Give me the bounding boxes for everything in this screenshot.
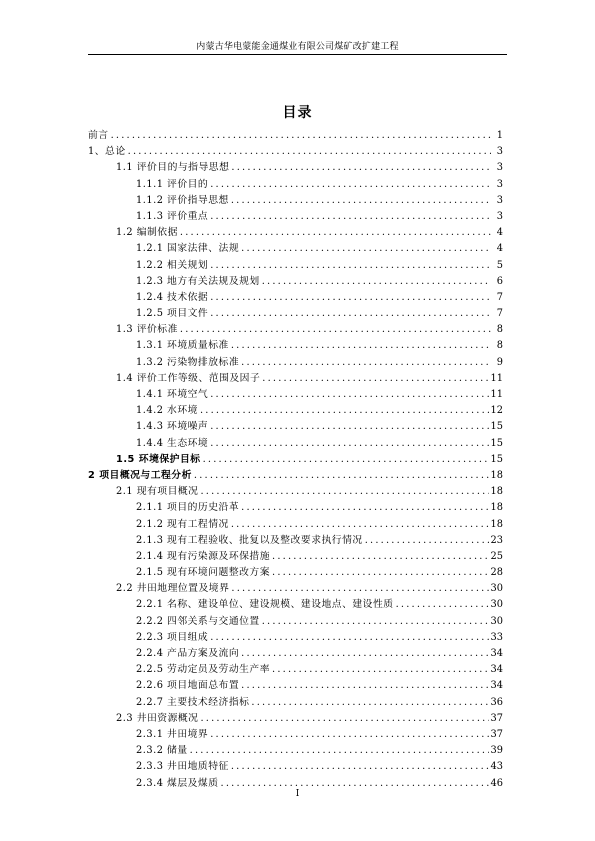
toc-dot-leader [111, 130, 491, 141]
toc-entry[interactable] [88, 289, 503, 305]
toc-entry[interactable] [88, 143, 503, 159]
toc-entry-title: 1.4.3 环境噪声 [136, 421, 209, 433]
toc-entry-page: 3 [496, 162, 503, 174]
toc-entry[interactable] [88, 127, 503, 143]
toc-entry-title: 2.2.2 四邻关系与交通位置 [136, 615, 260, 627]
toc-entry-page: 3 [496, 146, 503, 158]
toc-entry-title: 1.1.2 评价指导思想 [136, 194, 229, 206]
toc-entry-page: 46 [490, 777, 503, 789]
toc-heading: 目录 [282, 105, 313, 121]
toc-dot-leader [262, 276, 491, 287]
toc-dot-leader [200, 405, 489, 416]
toc-entry-title: 1.4.2 水环境 [136, 405, 198, 417]
toc-dot-leader [262, 616, 489, 627]
toc-entry-page: 11 [490, 372, 503, 384]
toc-entry-page: 30 [490, 599, 503, 611]
toc-entry-title: 2.3.1 井田境界 [136, 728, 209, 740]
toc-entry-page: 18 [490, 486, 503, 498]
toc-entry-page: 8 [496, 324, 503, 336]
toc-entry-title: 2.1.5 现有环境问题整改方案 [136, 567, 271, 579]
toc-entry-page: 8 [496, 340, 503, 352]
toc-entry-page: 34 [490, 680, 503, 692]
toc-entry-page: 34 [490, 664, 503, 676]
toc-entry[interactable] [88, 694, 503, 710]
toc-entry-title: 2.2.5 劳动定员及劳动生产率 [136, 664, 271, 676]
toc-dot-leader [272, 567, 489, 578]
toc-dot-leader [396, 599, 489, 610]
toc-entry-page: 34 [490, 648, 503, 659]
toc-entry-page: 4 [496, 227, 503, 239]
toc-entry-page: 4 [496, 243, 503, 255]
toc-entry-page: 15 [490, 421, 503, 433]
toc-entry-title: 2.3.2 储量 [136, 745, 188, 757]
toc-entry-title: 1.4.4 生态环境 [136, 437, 209, 449]
toc-entry-page: 43 [490, 761, 503, 773]
toc-dot-leader [200, 713, 488, 724]
toc-entry[interactable] [88, 386, 503, 402]
toc-entry[interactable] [88, 435, 503, 451]
toc-dot-leader [210, 729, 488, 740]
toc-entry-page: 30 [490, 615, 503, 627]
toc-entry[interactable] [88, 321, 503, 337]
toc-entry[interactable] [88, 402, 503, 418]
toc-dot-leader [231, 195, 491, 206]
toc-entry-page: 7 [496, 291, 503, 303]
toc-entry-page: 12 [490, 405, 503, 417]
toc-entry-title: 1.2.2 相关规划 [136, 259, 209, 271]
toc-entry[interactable] [88, 192, 503, 208]
toc-entry-title: 1.2.5 项目文件 [136, 308, 209, 320]
toc-entry-title: 1.3 评价标准 [116, 324, 178, 336]
toc-entry[interactable] [88, 418, 503, 434]
toc-entry-page: 18 [490, 518, 503, 530]
toc-entry-title: 1.2.3 地方有关法规及规划 [136, 275, 260, 287]
toc-entry[interactable] [88, 240, 503, 256]
toc-entry[interactable] [88, 645, 503, 661]
header-rule [88, 54, 507, 55]
toc-entry-title: 1.4 评价工作等级、范围及因子 [116, 372, 261, 384]
toc-entry-title: 1.1.1 评价目的 [136, 178, 209, 190]
toc-entry-title: 2.3 井田资源概况 [116, 712, 199, 724]
toc-entry[interactable] [88, 159, 503, 175]
toc-entry-page: 37 [490, 712, 503, 724]
toc-dot-leader [221, 778, 489, 789]
toc-entry[interactable] [88, 208, 503, 224]
toc-dot-leader [203, 454, 489, 465]
toc-entry-page: 15 [490, 437, 503, 449]
toc-entry-title: 1.2 编制依据 [116, 227, 178, 239]
toc-entry[interactable] [88, 224, 503, 240]
toc-dot-leader [241, 243, 491, 254]
toc-dot-leader [231, 761, 489, 772]
toc-entry-title: 2.2.6 项目地面总布置 [136, 680, 240, 692]
toc-dot-leader [210, 179, 491, 190]
toc-dot-leader [231, 583, 488, 594]
toc-dot-leader [128, 146, 491, 157]
toc-entry-title: 2.1.3 现有工程验收、批复以及整改要求执行情况 [136, 534, 363, 546]
toc-entry[interactable] [88, 176, 503, 192]
toc-entry-page: 3 [496, 194, 503, 206]
toc-entry-title: 1.1 评价目的与指导思想 [116, 162, 230, 174]
toc-dot-leader [241, 648, 488, 659]
toc-dot-leader [180, 324, 491, 335]
toc-dot-leader [251, 697, 488, 708]
toc-entry-title: 1、总论 [88, 146, 126, 158]
toc-dot-leader [210, 421, 488, 432]
toc-entry-title: 2.2.4 产品方案及流向 [136, 648, 240, 659]
toc-entry[interactable] [88, 305, 503, 321]
toc-dot-leader [190, 745, 489, 756]
toc-dot-leader [272, 664, 489, 675]
toc-entry-page: 23 [490, 534, 503, 546]
toc-entry-page: 30 [490, 583, 503, 595]
toc-entry[interactable] [88, 629, 503, 645]
toc-entry[interactable] [88, 516, 503, 532]
toc-dot-leader [231, 340, 491, 351]
toc-dot-leader [241, 502, 488, 513]
toc-entry-page: 3 [496, 178, 503, 190]
toc-entry-page: 39 [490, 745, 503, 757]
toc-entry[interactable] [88, 354, 503, 370]
running-header: 内蒙古华电蒙能金通煤业有限公司煤矿改扩建工程 [196, 42, 399, 52]
toc-entry[interactable] [88, 726, 503, 742]
toc-entry-title: 2.2.1 名称、建设单位、建设规模、建设地点、建设性质 [136, 599, 394, 611]
toc-entry[interactable] [88, 467, 503, 483]
toc-dot-leader [210, 260, 491, 271]
toc-entry[interactable] [88, 337, 503, 353]
toc-entry[interactable] [88, 661, 503, 677]
toc-entry-page: 1 [496, 130, 503, 141]
toc-dot-leader [210, 632, 488, 643]
toc-entry-page: 18 [490, 502, 503, 514]
toc-entry-title: 1.2.1 国家法律、法规 [136, 243, 240, 255]
toc-dot-leader [194, 470, 489, 481]
page-number: I [295, 789, 300, 799]
toc-entry-page: 7 [496, 308, 503, 320]
toc-entry[interactable] [88, 758, 503, 774]
toc-dot-leader [272, 551, 489, 562]
toc-dot-leader [210, 308, 491, 319]
toc-dot-leader [241, 357, 491, 368]
toc-entry-title: 2.2.3 项目组成 [136, 631, 209, 643]
toc-entry-title: 2.3.3 井田地质特征 [136, 761, 229, 773]
table-of-contents [88, 127, 503, 791]
toc-entry-title: 2.1.2 现有工程情况 [136, 518, 229, 530]
toc-entry[interactable] [88, 548, 503, 564]
toc-entry-title: 1.2.4 技术依据 [136, 291, 209, 303]
toc-dot-leader [210, 389, 488, 400]
toc-entry-title: 2.1.1 项目的历史沿革 [136, 502, 240, 514]
toc-entry-title: 1.1.3 评价重点 [136, 210, 209, 222]
toc-entry-page: 36 [490, 696, 503, 708]
toc-entry[interactable] [88, 710, 503, 726]
toc-entry-title: 2.3.4 煤层及煤质 [136, 777, 219, 789]
toc-entry[interactable] [88, 451, 503, 467]
toc-entry[interactable] [88, 580, 503, 596]
toc-entry-page: 11 [490, 389, 503, 400]
toc-entry-title: 2.2.7 主要技术经济指标 [136, 696, 250, 708]
toc-entry-title: 前言 [88, 130, 109, 141]
toc-dot-leader [210, 211, 491, 222]
toc-entry-title: 2.2 井田地理位置及境界 [116, 583, 230, 595]
toc-entry[interactable] [88, 257, 503, 273]
toc-entry-page: 37 [490, 728, 503, 740]
toc-entry-title: 1.5 环境保护目标 [116, 453, 201, 465]
toc-entry[interactable] [88, 742, 503, 758]
toc-entry-title: 1.3.2 污染物排放标准 [136, 356, 240, 368]
toc-entry-page: 5 [496, 259, 503, 271]
toc-entry-title: 1.3.1 环境质量标准 [136, 340, 229, 352]
toc-entry[interactable] [88, 532, 503, 548]
toc-entry-page: 18 [490, 469, 503, 481]
toc-dot-leader [210, 438, 488, 449]
toc-entry-page: 25 [490, 550, 503, 562]
toc-dot-leader [180, 227, 491, 238]
toc-entry-title: 2.1.4 现有污染源及环保措施 [136, 550, 271, 562]
toc-entry-title: 1.4.1 环境空气 [136, 389, 209, 400]
toc-entry-page: 3 [496, 210, 503, 222]
toc-entry-page: 9 [496, 356, 503, 368]
toc-entry[interactable] [88, 483, 503, 499]
toc-entry[interactable] [88, 499, 503, 515]
toc-entry[interactable] [88, 613, 503, 629]
toc-dot-leader [262, 373, 488, 384]
toc-entry-page: 6 [496, 275, 503, 287]
toc-dot-leader [231, 162, 491, 173]
toc-entry-page: 33 [490, 631, 503, 643]
toc-entry[interactable] [88, 596, 503, 612]
toc-entry[interactable] [88, 677, 503, 693]
toc-entry[interactable] [88, 273, 503, 289]
toc-entry[interactable] [88, 370, 503, 386]
toc-entry[interactable] [88, 564, 503, 580]
toc-dot-leader [231, 519, 489, 530]
toc-entry-page: 15 [490, 453, 503, 465]
toc-entry-page: 28 [490, 567, 503, 579]
toc-dot-leader [365, 535, 489, 546]
toc-dot-leader [200, 486, 488, 497]
toc-entry-title: 2.1 现有项目概况 [116, 486, 199, 498]
toc-dot-leader [241, 680, 488, 691]
toc-dot-leader [210, 292, 491, 303]
toc-entry-title: 2 项目概况与工程分析 [88, 469, 192, 481]
